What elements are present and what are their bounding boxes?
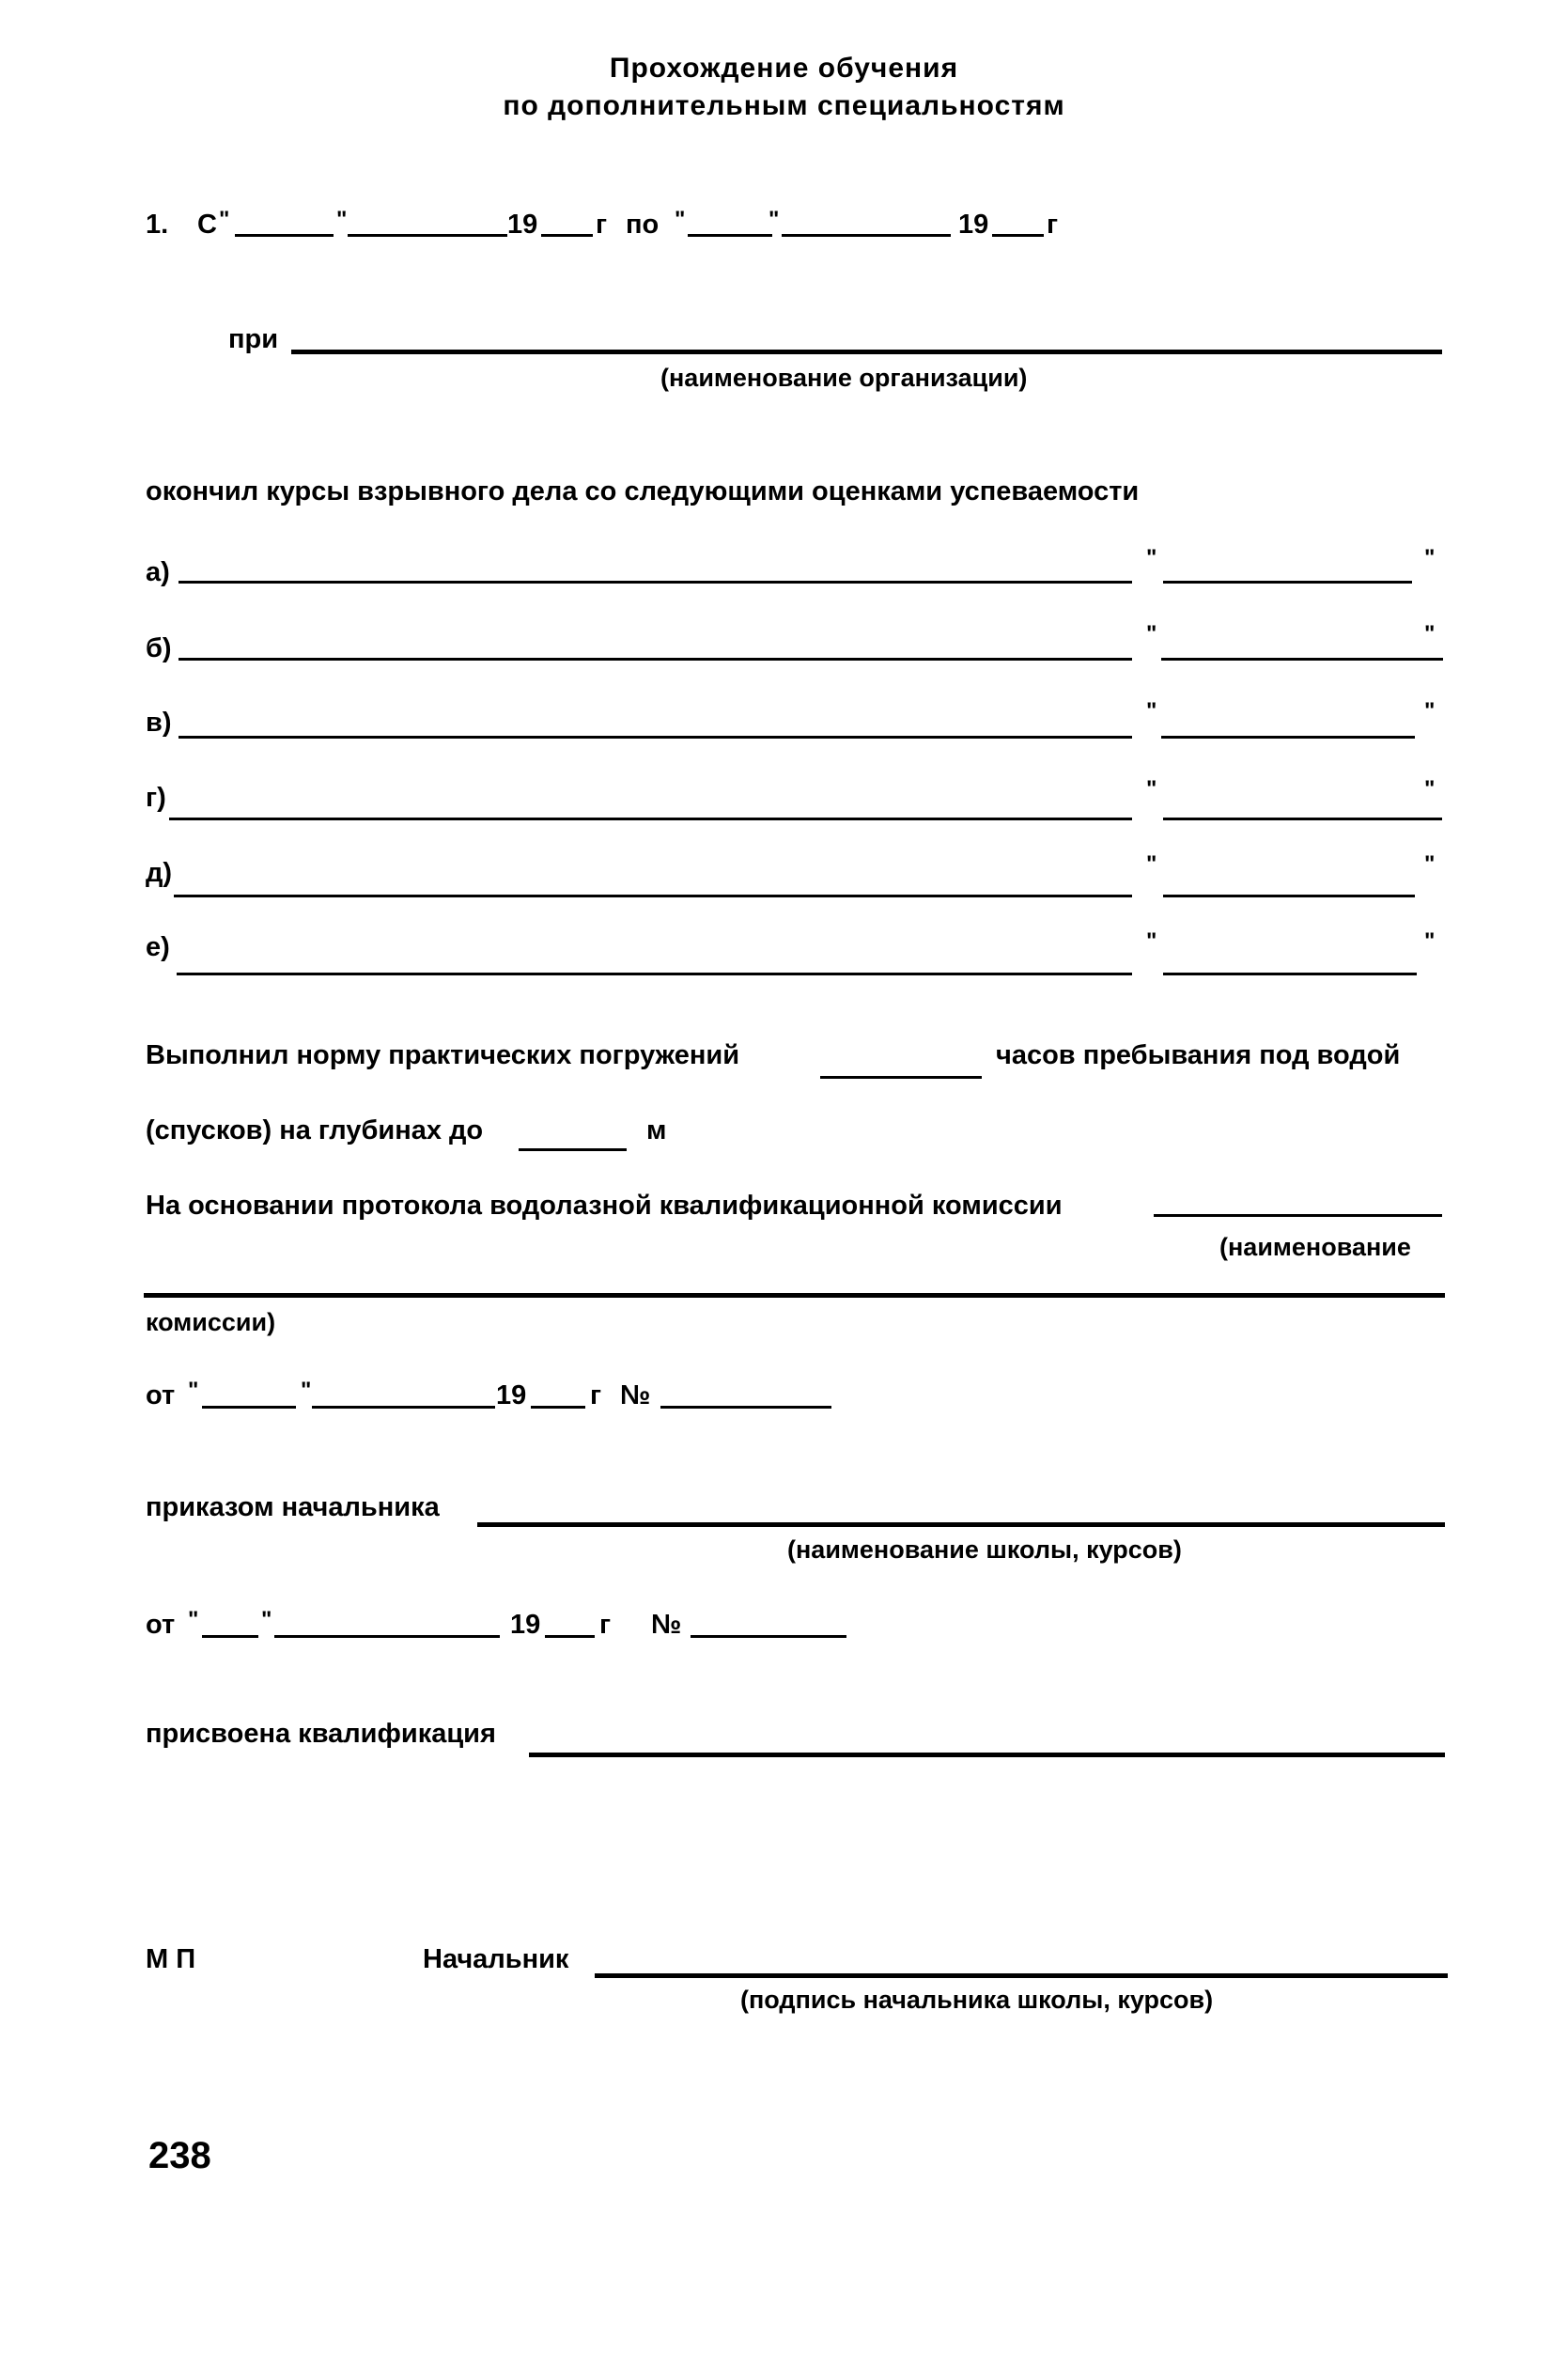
item-number: 1. [146,210,169,240]
dives-hours-field[interactable] [820,1076,982,1079]
order-month-field[interactable] [274,1635,500,1638]
course-name-field-v[interactable] [179,736,1132,739]
course-grade-field-g[interactable] [1163,818,1442,820]
signature-caption: (подпись начальника школы, курсов) [740,1986,1214,2014]
course-name-field-d[interactable] [174,895,1132,897]
form-title-line-2: по дополнительным специальностям [503,90,1065,121]
period-to-label: по [626,210,660,240]
period-from-day-field[interactable] [235,234,334,237]
qualification-field[interactable] [529,1753,1445,1757]
commission-name-field-2[interactable] [144,1293,1445,1298]
dives-line-2-prefix: (спусков) на глубинах до [146,1115,484,1145]
period-from-month-field[interactable] [348,234,507,237]
course-row-label-d: д) [146,858,173,888]
organization-caption: (наименование организации) [660,364,1028,392]
protocol-day-field[interactable] [202,1406,296,1409]
signature-field[interactable] [595,1973,1448,1978]
protocol-month-field[interactable] [312,1406,495,1409]
course-grade-field-v[interactable] [1161,736,1415,739]
stamp-place-label: М П [146,1944,196,1974]
order-date-prefix: от [146,1610,176,1640]
protocol-number-field[interactable] [660,1406,831,1409]
organization-label: при [228,324,279,354]
order-year-field[interactable] [545,1635,595,1638]
qualification-label: присвоена квалификация [146,1719,496,1749]
course-row-label-g: г) [146,783,166,813]
course-grade-field-d[interactable] [1163,895,1415,897]
organization-field[interactable] [291,350,1442,354]
period-from-year-field[interactable] [541,234,593,237]
order-year-prefix: 19 [510,1610,541,1640]
course-name-field-a[interactable] [179,581,1132,584]
protocol-year-prefix: 19 [496,1380,527,1410]
course-name-field-g[interactable] [169,818,1132,820]
order-year-suffix: г [599,1610,612,1640]
course-row-label-v: в) [146,708,172,738]
dives-depth-unit: м [646,1115,667,1145]
course-row-label-b: б) [146,633,172,663]
protocol-number-sign: № [620,1380,651,1410]
protocol-year-suffix: г [590,1380,602,1410]
commission-text: На основании протокола водолазной квалификационной комиссии [146,1191,1063,1221]
course-grade-field-e[interactable] [1163,973,1417,975]
commission-caption-part-1: (наименование [1219,1233,1411,1261]
period-from-year-suffix: г [596,210,608,240]
period-to-month-field[interactable] [782,234,951,237]
order-number-field[interactable] [691,1635,846,1638]
course-name-field-b[interactable] [179,658,1132,661]
period-to-year-suffix: г [1047,210,1059,240]
commission-caption-part-2: комиссии) [146,1308,276,1336]
commission-name-field-1[interactable] [1154,1214,1442,1217]
course-grade-field-b[interactable] [1161,658,1443,661]
period-from-year-prefix: 19 [507,210,538,240]
courses-heading: окончил курсы взрывного дела со следующими оценками успеваемости [146,476,1140,506]
form-title-line-1: Прохождение обучения [609,53,959,84]
page-number: 238 [148,2135,211,2176]
period-to-year-prefix: 19 [958,210,989,240]
course-grade-field-a[interactable] [1163,581,1412,584]
order-label: приказом начальника [146,1492,440,1522]
period-from-label: С [197,210,217,240]
order-number-sign: № [651,1610,682,1640]
course-row-label-a: а) [146,557,170,587]
order-caption: (наименование школы, курсов) [787,1535,1182,1564]
dives-line-1-suffix: часов пребывания под водой [996,1040,1401,1070]
period-to-year-field[interactable] [992,234,1044,237]
protocol-date-prefix: от [146,1380,176,1410]
dives-line-1-prefix: Выполнил норму практических погружений [146,1040,740,1070]
dives-depth-field[interactable] [519,1148,627,1151]
period-to-day-field[interactable] [688,234,772,237]
protocol-year-field[interactable] [531,1406,585,1409]
course-name-field-e[interactable] [177,973,1132,975]
course-row-label-e: е) [146,932,170,962]
signature-label: Начальник [423,1944,569,1974]
order-school-field[interactable] [477,1522,1445,1527]
order-day-field[interactable] [202,1635,258,1638]
